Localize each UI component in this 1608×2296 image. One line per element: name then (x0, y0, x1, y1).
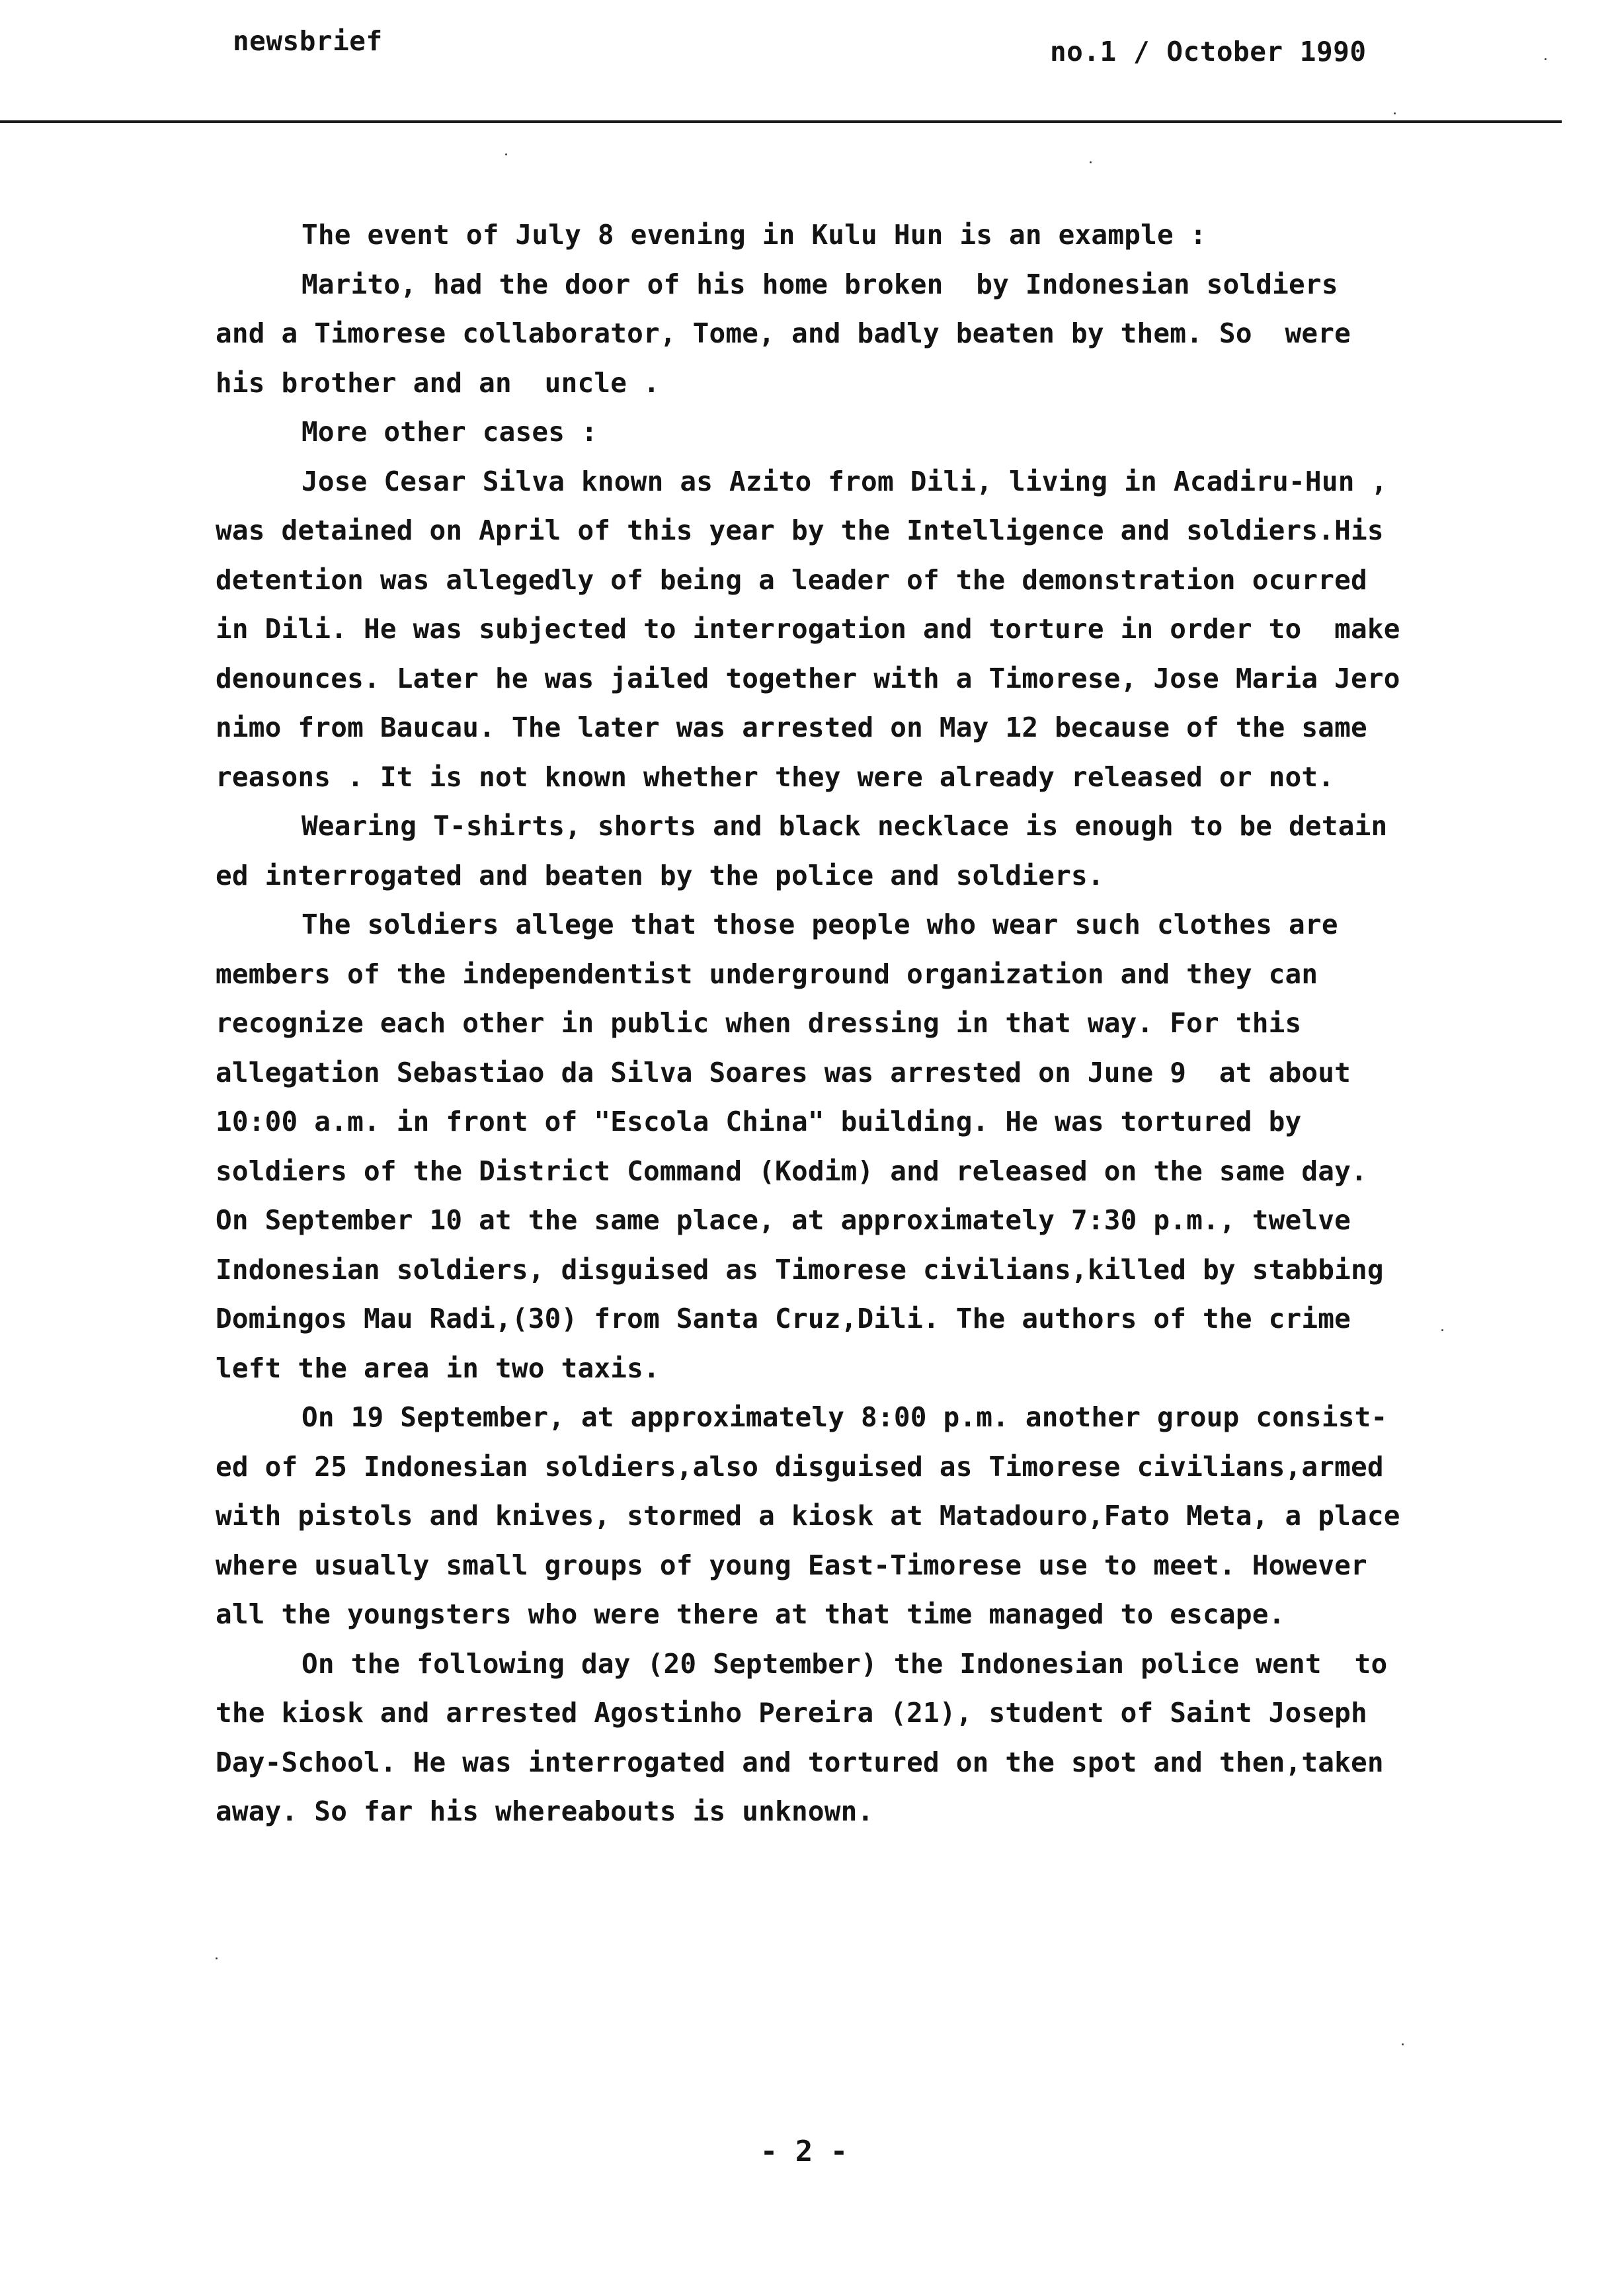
text-line: On September 10 at the same place, at approximately 7:30 p.m., twelve (216, 1204, 1351, 1236)
text-line: with pistols and knives, stormed a kiosk at Matadouro,Fato Meta, a place (216, 1500, 1400, 1532)
text-line: More other cases : (302, 416, 598, 448)
text-line: detention was allegedly of being a leader of the demonstration ocurred (216, 563, 1367, 596)
scan-speck (1402, 2043, 1404, 2045)
text-line: Domingos Mau Radi,(30) from Santa Cruz,Dili. The authors of the crime (216, 1303, 1351, 1334)
text-line: members of the independentist underground organization and they can (216, 958, 1318, 990)
text-line: Wearing T-shirts, shorts and black necklace is enough to be detain (302, 810, 1388, 842)
text-line: nimo from Baucau. The later was arrested on May 12 because of the same (216, 712, 1367, 743)
text-line: allegation Sebastiao da Silva Soares was arrested on June 9 at about (216, 1056, 1351, 1088)
text-line: Marito, had the door of his home broken by Indonesian soldiers (302, 268, 1338, 300)
text-line: Indonesian soldiers, disguised as Timorese civilians,killed by stabbing (216, 1253, 1384, 1286)
header-rule (0, 120, 1562, 123)
text-line: in Dili. He was subjected to interrogation and torture in order to make (216, 613, 1400, 645)
scan-speck (505, 153, 507, 155)
text-line: his brother and an uncle . (216, 366, 660, 399)
text-line: soldiers of the District Command (Kodim) and released on the same day. (216, 1155, 1367, 1187)
text-line: reasons . It is not known whether they were already released or not. (216, 760, 1335, 793)
text-line: where usually small groups of young East-Timorese use to meet. However (216, 1549, 1367, 1581)
text-line: recognize each other in public when dressing in that way. For this (216, 1007, 1302, 1039)
text-line: denounces. Later he was jailed together with a Timorese, Jose Maria Jero (216, 662, 1400, 694)
text-line: On the following day (20 September) the Indonesian police went to (302, 1647, 1388, 1680)
text-line: Jose Cesar Silva known as Azito from Dili, living in Acadiru-Hun , (302, 465, 1388, 497)
scan-speck (1394, 112, 1396, 114)
scan-speck (1441, 1329, 1443, 1331)
newsletter-name: newsbrief (233, 25, 383, 57)
text-line: away. So far his whereabouts is unknown. (216, 1795, 874, 1827)
text-line: all the youngsters who were there at that time managed to escape. (216, 1598, 1285, 1630)
text-line: ed of 25 Indonesian soldiers,also disguised as Timorese civilians,armed (216, 1450, 1384, 1483)
text-line: Day-School. He was interrogated and tortured on the spot and then,taken (216, 1746, 1384, 1778)
scan-speck (1090, 161, 1092, 163)
text-line: and a Timorese collaborator, Tome, and badly beaten by them. So were (216, 317, 1351, 349)
issue-date: no.1 / October 1990 (1050, 36, 1367, 67)
text-line: 10:00 a.m. in front of "Escola China" building. He was tortured by (216, 1106, 1302, 1137)
text-line: ed interrogated and beaten by the police and soldiers. (216, 859, 1104, 891)
text-line: left the area in two taxis. (216, 1352, 660, 1384)
text-line: was detained on April of this year by the Intelligence and soldiers.His (216, 514, 1384, 546)
text-line: the kiosk and arrested Agostinho Pereira (21), student of Saint Joseph (216, 1697, 1367, 1729)
scan-speck (216, 1957, 218, 1959)
text-line: On 19 September, at approximately 8:00 p.m. another group consist- (302, 1401, 1388, 1433)
page-number: - 2 - (760, 2135, 848, 2168)
text-line: The soldiers allege that those people who wear such clothes are (302, 909, 1338, 940)
text-line: The event of July 8 evening in Kulu Hun is an example : (302, 219, 1207, 251)
scan-speck (1545, 58, 1547, 60)
article-body (216, 210, 1432, 1836)
